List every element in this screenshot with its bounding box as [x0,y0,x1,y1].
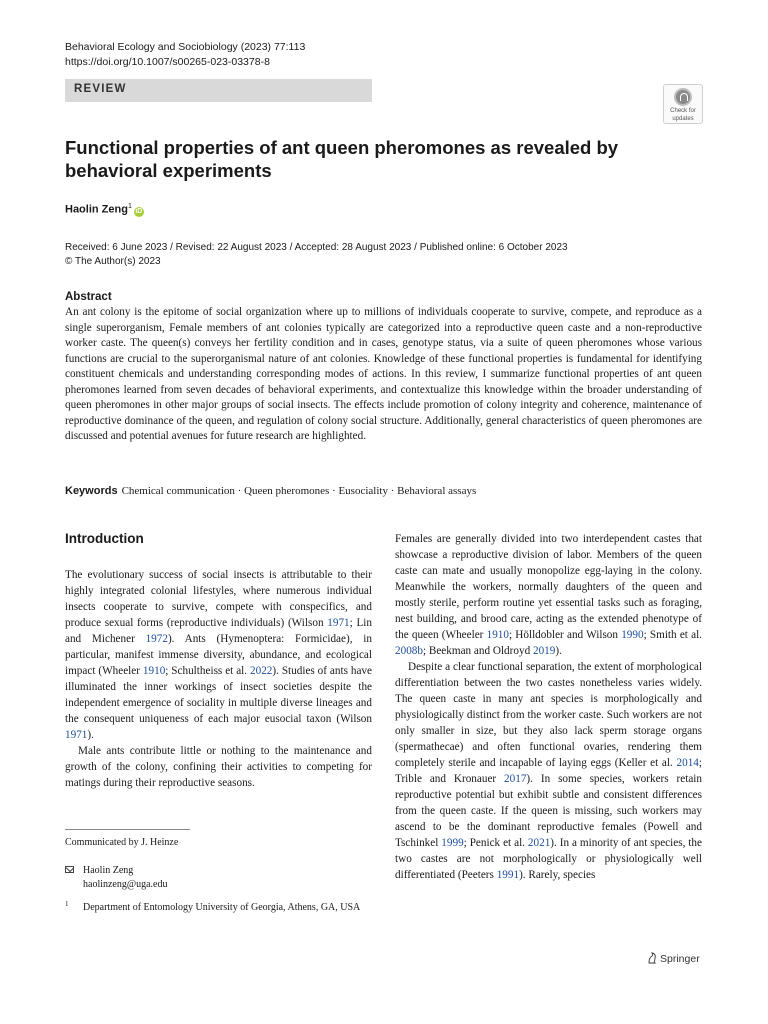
citation-link[interactable]: 2019 [532,645,556,657]
keywords-list: Chemical communication · Queen pheromones · Eusociality · Behavioral assays [121,485,477,497]
contact-name: Haolin Zeng [83,865,134,876]
citation-link[interactable]: 2008b [395,645,423,657]
citation-link[interactable]: 1910 [486,629,509,641]
envelope-icon [65,866,74,873]
text-run: ; Lin and Michener [65,617,372,645]
citation-link[interactable]: 2021 [527,837,551,849]
journal-citation: Behavioral Ecology and Sociobiology (2023) 77:113 [65,41,306,53]
copyright-line: © The Author(s) 2023 [65,256,161,267]
text-run: ; Hölldobler and Wilson [508,629,622,641]
citation-link[interactable]: 1910 [142,665,166,677]
orcid-icon[interactable]: iD [135,207,143,215]
citation-link[interactable]: 2017 [504,773,527,785]
text-run: Despite a clear functional separation, the extent of morphological differentiation between the two castes nonetheless varies widely. The queen caste in many ant species is morphologically and physiologically distinct from the worker caste. Such workers are not only smaller in size, but they also lack sperm storage organs (spermathecae) and often functional ovaries, rendering them completely sterile and incapable of laying eggs (Keller et al. [395,661,702,769]
citation-link[interactable]: 1991 [496,869,520,881]
corresponding-author [65,864,167,891]
article-title: Functional properties of ant queen pheromones as revealed by behavioral experiments [65,137,619,181]
text-run: ; Beekman and Oldroyd [422,645,533,657]
publisher-name: Springer [660,953,700,965]
abstract-heading: Abstract [65,291,112,303]
text-run: ; Schultheiss et al. [165,665,250,677]
text-run: ). Ants (Hymenoptera: Formicidae), in particular, manifest immense diversity, abundance, and ecological impact (Wheeler [65,633,372,677]
text-run: The evolutionary success of social insects is attributable to their highly integrated colonial lifestyles, where numerous individual insects cooperate to survive, compete with conspecifics, and produce sexual forms (reproductive individuals) (Wilson [65,569,372,629]
author-line [65,203,144,217]
check-for-updates-badge[interactable] [663,84,703,124]
affiliation-number: 1 [65,900,69,908]
citation-link[interactable]: 1990 [621,629,644,641]
intro-paragraph-1 [65,567,372,743]
citation-link[interactable]: 1999 [441,837,464,849]
affiliation-footnote [65,901,365,915]
article-type-label: REVIEW [74,83,127,95]
updates-label: updates [672,116,694,122]
citation-link[interactable]: 2014 [676,757,699,769]
text-run: ). [87,729,94,741]
article-dates [65,241,568,269]
publisher-footer [647,952,700,965]
journal-header [65,40,305,70]
introduction-heading: Introduction [65,531,144,546]
communicated-by: Communicated by J. Heinze [65,837,179,848]
intro-paragraph-2: Male ants contribute little or nothing to the maintenance and growth of the colony, confining their activities to competing for matings during their reproductive seasons. [65,745,372,789]
text-run: ; Smith et al. [643,629,702,641]
left-column [65,531,372,791]
contact-email[interactable]: haolinzeng@uga.edu [83,878,168,890]
keywords-line [65,485,702,497]
text-run: ; Trible and Kronauer [395,757,702,785]
bookmark-icon [674,88,692,106]
affiliation-mark: 1 [127,203,132,210]
springer-horse-icon [647,952,657,964]
intro-paragraph-3 [395,531,702,659]
text-run: ). In a minority of ant species, the two castes are not morphologically or physiologically well differentiated (Peeters [395,837,702,881]
citation-link[interactable]: 1971 [327,617,350,629]
text-run: ). Rarely, species [519,869,596,881]
text-run: ). In some species, workers retain reproductive potential but exhibit subtle and consistent differences from the queen caste. If the queen is missing, such workers may ascend to be the dominant reproductive females (Powell and Tschinkel [395,773,702,849]
author-name[interactable]: Haolin Zeng [65,203,128,216]
citation-link[interactable]: 1972 [145,633,168,645]
article-type-bar [65,79,372,102]
text-run: ). Studies of ants have illuminated the inner workings of insect societies despite the independent emergence of sociality in multiple diverse lineages and the consequent uniqueness of each major eusocial taxon (Wilson [65,665,372,725]
check-for-label: Check for [670,108,696,114]
right-column [395,531,702,883]
history-dates: Received: 6 June 2023 / Revised: 22 August 2023 / Accepted: 28 August 2023 / Published online: 6 October 2023 [65,242,568,253]
doi-link[interactable]: https://doi.org/10.1007/s00265-023-03378-8 [65,56,270,68]
intro-paragraph-4 [395,659,702,883]
text-run: ). [555,645,562,657]
citation-link[interactable]: 1971 [65,729,88,741]
text-run: ; Penick et al. [463,837,528,849]
affiliation-text: Department of Entomology University of Georgia, Athens, GA, USA [83,902,361,913]
text-run: Females are generally divided into two interdependent castes that showcase a reproductive division of labor. Members of the queen caste can mate and usually monopolize egg-laying in the colony. Meanwhile the workers, normally daughters of the queen and mostly sterile, perform routine yet essential tasks such as foraging, nest building, and brood care, acting as the extended phenotype of the queen (Wheeler [395,533,702,641]
citation-link[interactable]: 2022 [250,665,273,677]
keywords-label: Keywords [65,485,118,497]
footnote-divider [65,829,190,830]
abstract-text: An ant colony is the epitome of social organization where up to millions of individuals cooperate to survive, compete, and reproduce as a single superorganism, Female members of ant colonies typically are categorized into a reproductive queen caste and a non-reproductive worker caste. The queen(s) conveys her fertility condition and in cases, genotype status, via a suite of queen pheromones whose various functions are crucial to the superorganismal nature of ant colonies. Knowledge of these functional properties is fundamental for identifying constituent chemicals and understanding corresponding modes of actions. In this review, I summarize functional properties of ant queen pheromones learned from seven decades of behavioral experiments, and contextualize this knowledge within the broader understanding of queen pheromones in other major groups of social insects. The effects include promotion of colony integrity and coherence, maintenance of reproductive dominance of the queen, and regulation of colony social structure. Additionally, general characteristics of queen pheromones are discussed and potential avenues for future research are highlighted. [65,306,702,442]
